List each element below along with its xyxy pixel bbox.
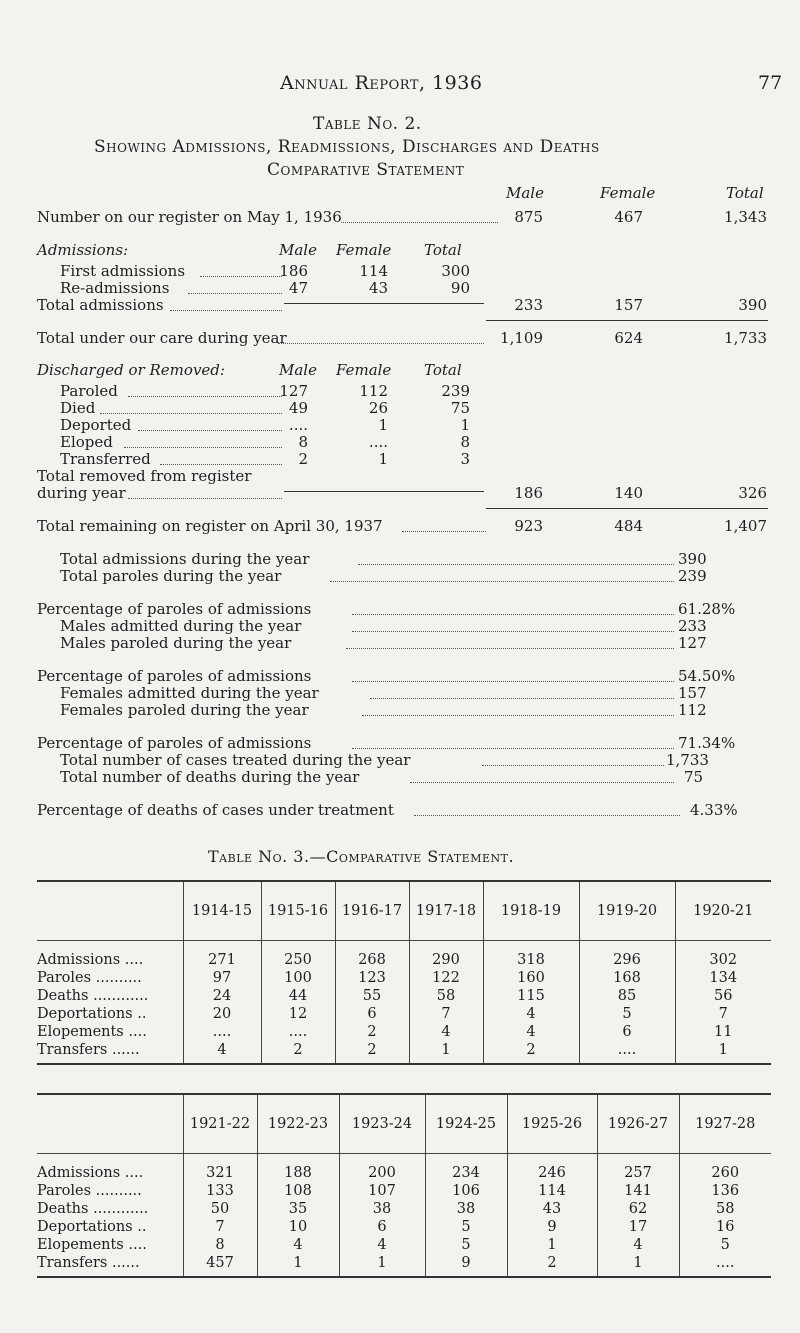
table-cell: 290 [409,951,483,969]
table-cell: 38 [425,1200,507,1218]
year-header: 1919-20 [579,881,675,941]
table-cell: 133 [183,1182,257,1200]
register-start-female: 467 [614,208,643,226]
table-cell: 268 [335,951,409,969]
summary-admissions-label: Total admissions during the year [60,550,310,568]
pct-deaths-label: Percentage of deaths of cases under treatment [37,801,394,819]
table-cell: 4 [257,1236,339,1254]
bracket-line [284,303,484,304]
table-cell: 168 [579,969,675,987]
total-removed-label: Total removed from register [37,467,252,485]
table3-part2 [37,1093,771,1278]
year-header: 1923-24 [339,1094,425,1154]
table-cell: 58 [679,1200,771,1218]
table-cell: 7 [675,1005,771,1023]
table-cell: 160 [483,969,579,987]
table-cell: .... [183,1023,261,1041]
table-cell: 4 [183,1041,261,1064]
females-admitted-label: Females admitted during the year [60,684,319,702]
leader-dots [128,396,282,397]
sub-col-male: Male [279,241,317,259]
males-admitted-label: Males admitted during the year [60,617,302,635]
table-row-admissions [37,1164,771,1182]
table-cell: 302 [675,951,771,969]
first-admissions-female: 114 [359,262,388,280]
table-cell: 1 [339,1254,425,1277]
table-cell: 1 [597,1254,679,1277]
total-admissions-total: 390 [738,296,767,314]
table-row-paroles [37,1182,771,1200]
table-cell: 4 [483,1005,579,1023]
total-admissions-label: Total admissions [37,296,164,314]
table-cell: 55 [335,987,409,1005]
year-header: 1917-18 [409,881,483,941]
table-cell: 1 [257,1254,339,1277]
table-cell: 5 [579,1005,675,1023]
leader-dots [482,765,664,766]
leader-dots [414,815,680,816]
table-cell: 97 [183,969,261,987]
row-label: Transfers ...... [37,1041,183,1064]
paroled-label: Paroled [60,382,118,400]
table-row-admissions [37,951,771,969]
first-admissions-total: 300 [441,262,470,280]
register-start-total: 1,343 [724,208,767,226]
table-cell: 35 [257,1200,339,1218]
summary-admissions-value: 390 [678,550,707,568]
table-cell: .... [679,1254,771,1277]
females-paroled-label: Females paroled during the year [60,701,309,719]
table-cell: 2 [507,1254,597,1277]
main-col-male: Male [506,184,544,202]
table-cell: 1 [675,1041,771,1064]
summary-paroles-value: 239 [678,567,707,585]
year-header: 1920-21 [675,881,771,941]
table-cell: 141 [597,1182,679,1200]
table-cell: 246 [507,1164,597,1182]
summary-pct-female-label: Percentage of paroles of admissions [37,734,312,752]
register-start-male: 875 [514,208,543,226]
paroled-total: 239 [441,382,470,400]
remaining-male: 923 [514,517,543,535]
table-cell: 6 [335,1005,409,1023]
table-cell: 2 [335,1023,409,1041]
table-cell: 457 [183,1254,257,1277]
table-row-transfers [37,1041,771,1064]
leader-dots [352,614,674,615]
leader-dots [346,648,674,649]
table-cell: 134 [675,969,771,987]
readmissions-total: 90 [450,279,470,297]
main-col-total: Total [726,184,764,202]
table-cell: 122 [409,969,483,987]
table-cell: 234 [425,1164,507,1182]
table-cell: 44 [261,987,335,1005]
table-cell: 2 [335,1041,409,1064]
leader-dots [352,748,674,749]
year-header: 1918-19 [483,881,579,941]
summary-pct-male-label: Percentage of paroles of admissions [37,667,312,685]
died-label: Died [60,399,96,417]
row-label: Deaths ............ [37,1201,149,1217]
table-row-elopements [37,1023,771,1041]
table-cell: 20 [183,1005,261,1023]
table-cell: 107 [339,1182,425,1200]
table2-title: Table No. 2. [313,114,422,134]
table-cell: 62 [597,1200,679,1218]
leader-dots [124,447,282,448]
sub-col-female: Female [336,241,392,259]
table-cell: 24 [183,987,261,1005]
page-number: 77 [758,72,783,94]
table-cell: 7 [183,1218,257,1236]
table-row-deaths [37,987,771,1005]
eloped-male: 8 [298,433,308,451]
under-care-total: 1,733 [724,329,767,347]
table-cell: 5 [425,1236,507,1254]
table-row-deaths [37,1200,771,1218]
sub-col-female: Female [336,361,392,379]
sum-rule [486,320,768,321]
table-cell: 43 [507,1200,597,1218]
table-cell: 100 [261,969,335,987]
males-admitted-value: 233 [678,617,707,635]
year-header: 1926-27 [597,1094,679,1154]
table-cell: 16 [679,1218,771,1236]
table3-part2-header-row [37,1094,771,1154]
table-cell: 9 [425,1254,507,1277]
table-cell: 58 [409,987,483,1005]
males-paroled-value: 127 [678,634,707,652]
summary-pct-paroles-value: 61.28% [678,600,736,618]
table-cell: 108 [257,1182,339,1200]
table-cell: .... [261,1023,335,1041]
table-cell: 114 [507,1182,597,1200]
sub-col-total: Total [424,361,462,379]
year-header: 1916-17 [335,881,409,941]
table-cell: 115 [483,987,579,1005]
table-cell: 4 [409,1023,483,1041]
table-cell: 296 [579,951,675,969]
table-cell: 2 [261,1041,335,1064]
transferred-label: Transferred [60,450,151,468]
row-label: Elopements .... [37,1237,147,1253]
leader-dots [170,310,282,311]
summary-paroles-label: Total paroles during the year [60,567,282,585]
total-admissions-female: 157 [614,296,643,314]
leader-dots [358,564,674,565]
cases-treated-value: 1,733 [666,751,709,769]
table-row-deportations [37,1005,771,1023]
table-cell: 250 [261,951,335,969]
first-admissions-label: First admissions [60,262,186,280]
table-cell: 2 [483,1041,579,1064]
table-row-elopements [37,1236,771,1254]
row-label: Paroles .......... [37,1183,142,1199]
table-cell: 260 [679,1164,771,1182]
died-male: 49 [288,399,308,417]
table-cell: 7 [409,1005,483,1023]
total-removed-total: 326 [738,484,767,502]
transferred-total: 3 [460,450,470,468]
row-label: Deportations .. [37,1006,147,1022]
year-header: 1921-22 [183,1094,257,1154]
table-cell: 8 [183,1236,257,1254]
readmissions-label: Re-admissions [60,279,170,297]
table3-part1 [37,880,771,1065]
table-cell: 106 [425,1182,507,1200]
deaths-total-value: 75 [684,768,704,786]
sub-col-male: Male [279,361,317,379]
year-header: 1925-26 [507,1094,597,1154]
table-cell: 271 [183,951,261,969]
cases-treated-label: Total number of cases treated during the year [60,751,411,769]
bracket-line [284,491,484,492]
table-cell: 85 [579,987,675,1005]
leader-dots [330,581,674,582]
males-paroled-label: Males paroled during the year [60,634,292,652]
table-cell: 9 [507,1218,597,1236]
readmissions-male: 47 [288,279,308,297]
paroled-male: 127 [279,382,308,400]
leader-dots [362,715,674,716]
leader-dots [352,681,674,682]
table-cell: 56 [675,987,771,1005]
table-cell: 123 [335,969,409,987]
table-cell: 4 [339,1236,425,1254]
total-removed-label-cont: during year [37,484,126,502]
table-cell: 1 [409,1041,483,1064]
table-cell: 5 [425,1218,507,1236]
summary-pct-paroles-label: Percentage of paroles of admissions [37,600,312,618]
table-cell: 38 [339,1200,425,1218]
total-removed-male: 186 [514,484,543,502]
table-cell: 5 [679,1236,771,1254]
table-cell: 6 [339,1218,425,1236]
table-cell: 12 [261,1005,335,1023]
table-cell: 10 [257,1218,339,1236]
eloped-label: Eloped [60,433,113,451]
table-cell: 136 [679,1182,771,1200]
under-care-female: 624 [614,329,643,347]
row-label: Admissions .... [37,1165,144,1181]
year-header: 1914-15 [183,881,261,941]
deported-total: 1 [460,416,470,434]
first-admissions-male: 186 [279,262,308,280]
deaths-total-label: Total number of deaths during the year [60,768,360,786]
under-care-male: 1,109 [500,329,543,347]
transferred-female: 1 [378,450,388,468]
year-header: 1924-25 [425,1094,507,1154]
running-title: Annual Report, 1936 [280,72,483,94]
year-header: 1927-28 [679,1094,771,1154]
table3-title: Table No. 3.—Comparative Statement. [208,847,515,866]
remaining-total: 1,407 [724,517,767,535]
register-start-label: Number on our register on May 1, 1936 [37,208,342,226]
paroled-female: 112 [359,382,388,400]
table-cell: 188 [257,1164,339,1182]
summary-pct-male-value: 54.50% [678,667,736,685]
main-col-female: Female [600,184,656,202]
females-paroled-value: 112 [678,701,707,719]
leader-dots [410,782,674,783]
under-care-label: Total under our care during year [37,329,287,347]
eloped-total: 8 [460,433,470,451]
leader-dots [370,698,674,699]
eloped-female: .... [368,433,388,451]
pct-deaths-value: 4.33% [690,801,738,819]
table-cell: 6 [579,1023,675,1041]
deported-male: .... [288,416,308,434]
row-label: Transfers ...... [37,1254,183,1277]
remaining-label: Total remaining on register on April 30, 1937 [37,517,383,535]
header-blank-cell [37,881,183,941]
summary-pct-female-value: 71.34% [678,734,736,752]
year-header: 1915-16 [261,881,335,941]
died-total: 75 [450,399,470,417]
table-cell: 1 [507,1236,597,1254]
leader-dots [278,343,484,344]
readmissions-female: 43 [368,279,388,297]
row-label: Admissions .... [37,952,144,968]
table-row-transfers [37,1254,771,1277]
discharged-heading: Discharged or Removed: [37,361,225,379]
deported-label: Deported [60,416,132,434]
total-removed-female: 140 [614,484,643,502]
leader-dots [100,413,282,414]
admissions-heading: Admissions: [37,241,129,259]
leader-dots [128,498,282,499]
table-row-deportations [37,1218,771,1236]
deported-female: 1 [378,416,388,434]
remaining-female: 484 [614,517,643,535]
row-label: Deaths ............ [37,988,149,1004]
row-label: Elopements .... [37,1024,147,1040]
table-cell: 200 [339,1164,425,1182]
table3-part1-header-row [37,881,771,941]
total-admissions-male: 233 [514,296,543,314]
table-cell: 17 [597,1218,679,1236]
table-cell: 50 [183,1200,257,1218]
table-row-paroles [37,969,771,987]
table-cell: 11 [675,1023,771,1041]
females-admitted-value: 157 [678,684,707,702]
row-label: Paroles .......... [37,970,142,986]
table-cell: 4 [597,1236,679,1254]
table-cell: 321 [183,1164,257,1182]
leader-dots [352,631,674,632]
table2-comparative: Comparative Statement [267,160,465,180]
died-female: 26 [368,399,388,417]
year-header: 1922-23 [257,1094,339,1154]
table-cell: 318 [483,951,579,969]
transferred-male: 2 [298,450,308,468]
table2-subtitle: Showing Admissions, Readmissions, Discharges and Deaths [94,137,600,157]
table-cell: 257 [597,1164,679,1182]
table-cell: 4 [483,1023,579,1041]
table-cell: .... [579,1041,675,1064]
row-label: Deportations .. [37,1219,147,1235]
sub-col-total: Total [424,241,462,259]
sum-rule [486,508,768,509]
header-blank-cell [37,1094,183,1154]
